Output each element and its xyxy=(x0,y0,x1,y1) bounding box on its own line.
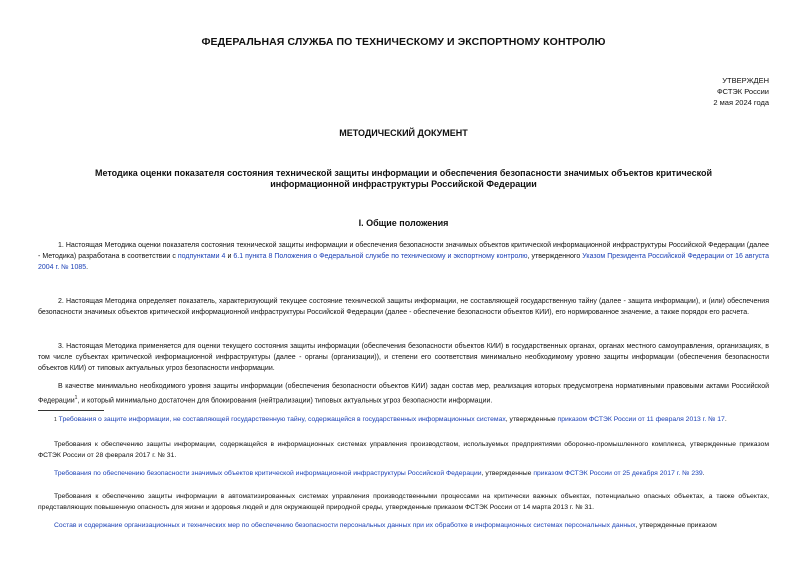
document-title: Методика оценки показателя состояния технической защиты информации и обеспечения безопасности значимых объектов критической информационной инфраструктуры Российской Федерации xyxy=(94,168,713,189)
footnote-mark-1: 1 xyxy=(54,417,57,423)
agency-name: ФЕДЕРАЛЬНАЯ СЛУЖБА ПО ТЕХНИЧЕСКОМУ И ЭКСПОРТНОМУ КОНТРОЛЮ xyxy=(201,36,606,48)
paragraph-4 xyxy=(38,382,769,407)
footnote-4 xyxy=(38,492,769,513)
p4-text: В качестве минимально необходимого уровня защиты информации (обеспечения безопасности объектов КИИ) задан состав мер, реализация которых предусмотрена нормативными правовыми актами Российской Федерации xyxy=(38,383,769,405)
paragraph-2 xyxy=(38,297,769,319)
link-presidential-decree[interactable]: Указом Президента Российской Федерации от 16 августа 2004 г. № 1085 xyxy=(38,252,770,271)
link-fn-requirements-gis[interactable]: Требования о защите информации, не составляющей государственную тайну, содержащейся в государственных информационных системах xyxy=(58,416,506,423)
footnote-2 xyxy=(38,440,769,461)
fn2-text: Требования к обеспечению защиты информации, содержащейся в информационных системах управления производством, используемых предприятиями оборонно-промышленного комплекса, утвержденные приказом ФСТЭК России от 28 февраля 2017 г. № 31. xyxy=(38,441,769,459)
approval-line-1: УТВЕРЖДЕН xyxy=(722,76,769,85)
p1-text-3: , утвержденного xyxy=(527,252,583,260)
p1-text-2: и xyxy=(225,252,234,260)
link-subpoints-4[interactable]: подпунктами 4 xyxy=(177,252,226,260)
link-fn-personal-data[interactable]: Состав и содержание организационных и технических мер по обеспечению безопасности персональных данных при их обработке в информационных системах персональных данных xyxy=(54,522,636,529)
document-type: МЕТОДИЧЕСКИЙ ДОКУМЕНТ xyxy=(339,128,468,138)
approval-line-3: 2 мая 2024 года xyxy=(713,98,769,107)
fn5-text: , утвержденные приказом xyxy=(635,522,717,529)
p2-text: 2. Настоящая Методика определяет показатель, характеризующий текущее состояние технической защиты информации, не составляющей государственную тайну (далее - защита информации), и (или) обеспечения безопасности значимых объектов критической информационной инфраструктуры Российской Федерации (далее - обеспечение безопасности объектов КИИ), его нормированное значение, а также порядок его расчета. xyxy=(38,298,769,316)
paragraph-3 xyxy=(38,342,769,374)
p4-text-end: , и который минимально достаточен для блокирования (нейтрализации) типовых актуальных угроз безопасности информации. xyxy=(77,397,493,405)
p3-text: 3. Настоящая Методика применяется для оценки текущего состояния защиты информации (обеспечения безопасности объектов КИИ) в государственных органах, органах местного самоуправления, организациях, в том числе субъектах критической информационной инфраструктуры (далее - органы (организации)), и степени его соответствия минимально необходимому уровню защиты информации (обеспечения безопасности объектов КИИ) от типовых актуальных угроз безопасности информации. xyxy=(38,343,769,372)
approval-stamp xyxy=(713,75,769,108)
p1-text-1: 1. Настоящая Методика оценки показателя состояния технической защиты информации и обеспечения безопасности значимых объектов критической информационной инфраструктуры Российской Федерации (далее - Методика) разработана в соответствии с xyxy=(38,242,769,260)
fn4-text: Требования к обеспечению защиты информации в автоматизированных системах управления производственными процессами на критически важных объектах, потенциально опасных объектах, а также объектах, представляющих повышенную опасность для жизни и здоровья людей и для окружающей природной среды, утвержденные приказом ФСТЭК России от 14 марта 2013 г. № 31. xyxy=(38,493,769,511)
footnote-1 xyxy=(38,415,769,426)
fn1-text: , утвержденные xyxy=(505,416,558,423)
footnote-5 xyxy=(38,521,769,532)
footnote-ref-1[interactable]: 1 xyxy=(74,394,78,401)
approval-line-2: ФСТЭК России xyxy=(716,87,769,96)
p1-text-4: . xyxy=(86,263,89,271)
link-fn-order-17[interactable]: приказом ФСТЭК России от 11 февраля 2013 г. № 17 xyxy=(557,416,725,423)
fn1-end: . xyxy=(724,416,727,423)
fn3-text: , утвержденные xyxy=(481,470,534,477)
fn3-end: . xyxy=(702,470,705,477)
paragraph-1 xyxy=(38,241,769,273)
link-fn-requirements-kii[interactable]: Требования по обеспечению безопасности значимых объектов критической информационной инфраструктуры Российской Федерации xyxy=(54,470,482,477)
link-regulation-fstek[interactable]: 6.1 пункта 8 Положения о Федеральной службе по техническому и экспортному контролю xyxy=(233,252,528,260)
link-fn-order-239[interactable]: приказом ФСТЭК России от 25 декабря 2017 г. № 239 xyxy=(533,470,703,477)
footnote-divider xyxy=(38,410,104,411)
footnote-3 xyxy=(38,469,769,480)
section-heading: I. Общие положения xyxy=(358,218,449,228)
